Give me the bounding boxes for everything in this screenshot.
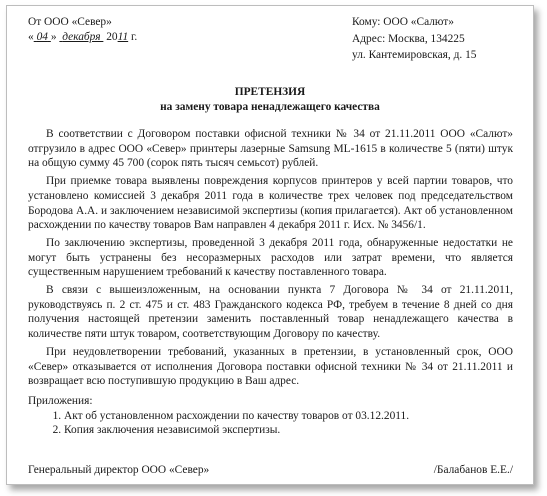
paragraph: При приемке товара выявлены повреждения корпусов принтеров у всей партии товаров, что установлено комиссией 3 декабря 2011 года в количестве трех человек под председательством Бородова А.А. и заключением независимой экспертизы (копия прилагается). Акт об установленном расхождении по качеству товаров Вам направлен 4 декабря 2011 г. Исх. № 3456/1. bbox=[28, 175, 513, 232]
paragraph: По заключению экспертизы, проведенной 3 декабря 2011 года, обнаруженные недостатки не могут быть устранены без несоразмерных расходов или затрат времени, что является существенным нарушением требований к качеству поставленного товара. bbox=[28, 236, 513, 279]
attachments-title: Приложения: bbox=[28, 394, 93, 407]
attachment-item: 1. Акт об установленном расхождении по качеству товаров от 03.12.2011. bbox=[64, 409, 513, 424]
recipient-block bbox=[352, 15, 477, 65]
signatory-name: /Балабанов Е.Е./ bbox=[433, 464, 513, 476]
document-title bbox=[7, 85, 533, 115]
date-day: 04 bbox=[36, 30, 48, 43]
document-body bbox=[28, 127, 513, 438]
paragraph: В связи с вышеизложенным, на основании пункта 7 Договора № 34 от 21.11.2011, руководствуясь п. 2 ст. 475 и ст. 483 Гражданского кодекса РФ, требуем в течение 8 дней со дня получения настоящей претензии заменить поставленный товар ненадлежащего качества в количестве пяти штук товаром, соответствующим Договору по качеству. bbox=[28, 284, 513, 341]
document-text bbox=[7, 6, 533, 484]
paragraph: При неудовлетворении требований, указанных в претензии, в установленный срок, ООО «Север» отказывается от исполнения Договора поставки офисной техники № 34 от 21.11.2011 и возвращает всю поступившую продукцию в Ваш адрес. bbox=[28, 345, 513, 388]
attachment-item: 2. Копия заключения независимой экспертизы. bbox=[64, 423, 513, 438]
signatory-position: Генеральный директор ООО «Север» bbox=[28, 464, 210, 476]
date-month: декабря bbox=[62, 30, 101, 43]
signature-line bbox=[28, 463, 513, 478]
date-open-quote: « bbox=[28, 30, 34, 43]
date-year-end: г. bbox=[131, 30, 138, 43]
sender-block bbox=[28, 15, 137, 44]
date-year-suffix: 11 bbox=[117, 30, 129, 43]
date-year-prefix: 20 bbox=[106, 30, 118, 43]
attachments-section bbox=[28, 394, 513, 438]
address-line-1: Адрес: Москва, 134225 bbox=[352, 32, 465, 45]
date-line bbox=[28, 30, 137, 45]
title-main: ПРЕТЕНЗИЯ bbox=[234, 86, 306, 98]
address-line-2: ул. Кантемировская, д. 15 bbox=[352, 49, 477, 62]
title-subtitle: на замену товара ненадлежащего качества bbox=[160, 101, 380, 113]
recipient-line: Кому: ООО «Салют» bbox=[352, 16, 454, 28]
paragraph: В соответствии с Договором поставки офисной техники № 34 от 21.11.2011 ООО «Салют» отгрузило в адрес ООО «Север» принтеры лазерные Samsung ML-1615 в количестве 5 (пяти) штук на общую сумму 45 700 (сорок пять тысяч семьсот) рублей. bbox=[28, 128, 513, 170]
attachments-list bbox=[28, 409, 513, 438]
document-page bbox=[6, 5, 534, 485]
date-close-quote: » bbox=[50, 30, 57, 43]
sender-line: От ООО «Север» bbox=[28, 16, 112, 28]
